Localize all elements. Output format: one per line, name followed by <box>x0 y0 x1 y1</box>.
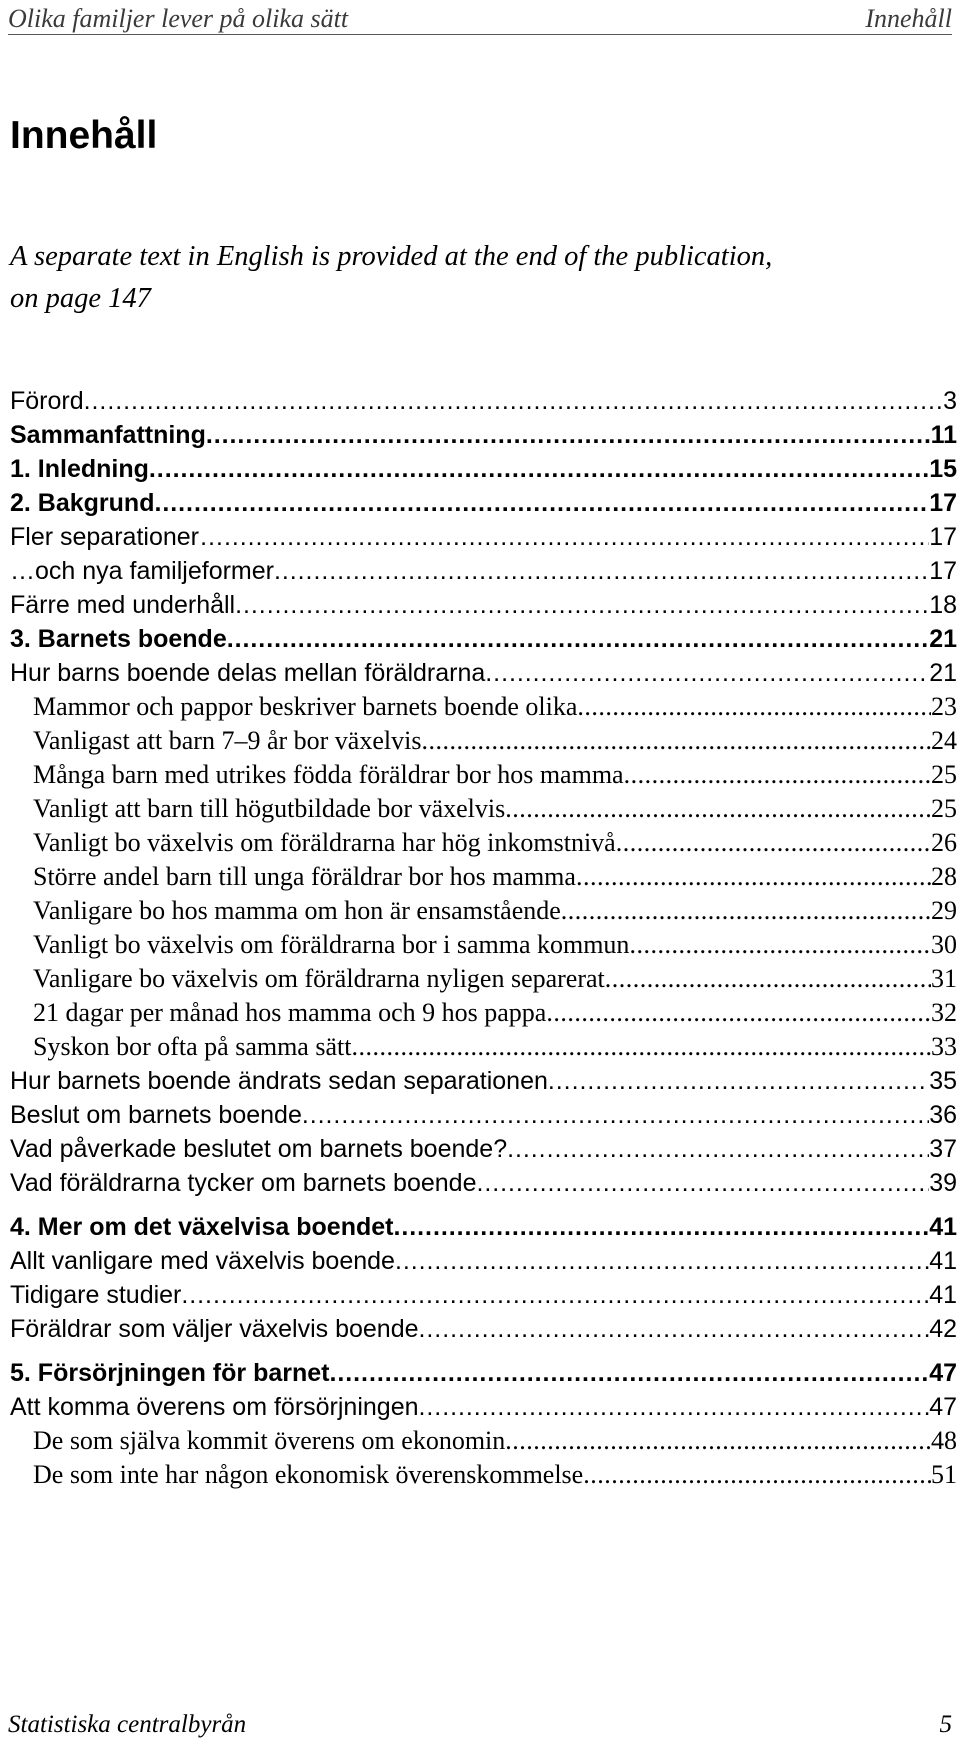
toc-dot-leader <box>351 1030 931 1064</box>
toc-dot-leader <box>274 554 929 588</box>
toc-entry-page-number: 41 <box>929 1281 957 1309</box>
toc-entry-page-number: 11 <box>930 421 957 449</box>
toc-dot-leader <box>227 622 929 656</box>
toc-dot-leader <box>507 1132 929 1166</box>
toc-dot-leader <box>206 418 931 452</box>
toc-entry-label: Större andel barn till unga föräldrar bor hos mamma <box>33 862 576 891</box>
toc-entry[interactable] <box>10 826 957 860</box>
toc-entry-page-number: 23 <box>931 692 957 721</box>
toc-entry-page-number: 41 <box>929 1213 957 1241</box>
toc-entry[interactable] <box>10 1166 957 1200</box>
toc-entry-label: 3. Barnets boende <box>10 625 227 653</box>
toc-entry[interactable] <box>10 894 957 928</box>
toc-entry-label: Färre med underhåll <box>10 591 236 619</box>
toc-entry[interactable] <box>10 486 957 520</box>
toc-dot-leader <box>419 1312 930 1346</box>
toc-dot-leader <box>302 1098 929 1132</box>
toc-entry-page-number: 48 <box>931 1426 957 1455</box>
toc-entry[interactable] <box>10 1458 957 1492</box>
toc-dot-leader <box>546 996 931 1030</box>
toc-entry-page-number: 42 <box>929 1315 957 1343</box>
toc-entry[interactable] <box>10 758 957 792</box>
toc-entry[interactable] <box>10 1098 957 1132</box>
toc-entry-label: Vad föräldrarna tycker om barnets boende <box>10 1169 477 1197</box>
toc-entry-page-number: 21 <box>929 659 957 687</box>
table-of-contents <box>10 384 957 1492</box>
toc-entry-label: De som inte har någon ekonomisk överenskommelse <box>33 1460 584 1489</box>
toc-dot-leader <box>583 1458 931 1492</box>
toc-dot-leader <box>395 1244 929 1278</box>
toc-entry-label: 21 dagar per månad hos mamma och 9 hos pappa <box>33 998 547 1027</box>
toc-entry-label: Fler separationer… <box>10 523 224 551</box>
toc-entry[interactable] <box>10 860 957 894</box>
toc-entry[interactable] <box>10 554 957 588</box>
toc-dot-leader <box>505 792 931 826</box>
toc-entry-label: Beslut om barnets boende <box>10 1101 302 1129</box>
toc-entry-page-number: 21 <box>929 625 957 653</box>
toc-entry-label: Hur barnets boende ändrats sedan separationen <box>10 1067 548 1095</box>
toc-entry-page-number: 15 <box>929 455 957 483</box>
toc-entry-label: Syskon bor ofta på samma sätt <box>33 1032 352 1061</box>
toc-entry-page-number: 24 <box>931 726 957 755</box>
toc-entry-page-number: 25 <box>931 760 957 789</box>
toc-entry-page-number: 18 <box>929 591 957 619</box>
toc-entry[interactable] <box>10 588 957 622</box>
toc-entry-label: Vad påverkade beslutet om barnets boende? <box>10 1135 508 1163</box>
toc-entry[interactable] <box>10 656 957 690</box>
toc-entry[interactable] <box>10 1278 957 1312</box>
toc-entry-page-number: 3 <box>943 387 957 415</box>
toc-entry-label: Vanligare bo hos mamma om hon är ensamstående <box>33 896 561 925</box>
toc-entry-page-number: 51 <box>931 1460 957 1489</box>
header-section-name: Innehåll <box>865 4 952 33</box>
toc-entry-label: Föräldrar som väljer växelvis boende <box>10 1315 419 1343</box>
toc-entry-label: Vanligt bo växelvis om föräldrarna har hög inkomstnivå <box>33 828 616 857</box>
toc-gap <box>10 1346 957 1356</box>
toc-entry-label: Vanligare bo växelvis om föräldrarna nyligen separerat <box>33 964 605 993</box>
toc-entry-label: Vanligast att barn 7–9 år bor växelvis <box>33 726 422 755</box>
toc-dot-leader <box>419 1390 930 1424</box>
toc-entry-page-number: 29 <box>931 896 957 925</box>
toc-entry[interactable] <box>10 928 957 962</box>
page-title: Innehåll <box>10 114 158 157</box>
footer-publisher: Statistiska centralbyrån <box>8 1711 247 1738</box>
toc-entry-page-number: 47 <box>929 1393 957 1421</box>
toc-entry-label: Sammanfattning <box>10 421 206 449</box>
toc-entry-page-number: 28 <box>931 862 957 891</box>
toc-entry[interactable] <box>10 792 957 826</box>
toc-dot-leader <box>421 724 931 758</box>
toc-entry[interactable] <box>10 384 957 418</box>
toc-dot-leader <box>224 520 929 554</box>
toc-entry-label: Allt vanligare med växelvis boende <box>10 1247 395 1275</box>
toc-entry-label: De som själva kommit överens om ekonomin <box>33 1426 506 1455</box>
toc-dot-leader <box>616 826 931 860</box>
running-header <box>8 2 952 35</box>
header-publication-title: Olika familjer lever på olika sätt <box>8 4 349 33</box>
toc-entry-label: Förord <box>10 387 84 415</box>
toc-entry-page-number: 17 <box>929 489 957 517</box>
english-note-line: A separate text in English is provided at the end of the publication, <box>10 241 773 272</box>
toc-entry[interactable] <box>10 690 957 724</box>
toc-entry-page-number: 47 <box>929 1359 957 1387</box>
toc-entry-label: 5. Försörjningen för barnet <box>10 1359 330 1387</box>
toc-gap <box>10 1200 957 1210</box>
toc-entry[interactable] <box>10 1064 957 1098</box>
toc-entry[interactable] <box>10 622 957 656</box>
toc-entry-label: Mammor och pappor beskriver barnets boende olika <box>33 692 578 721</box>
toc-dot-leader <box>577 690 931 724</box>
toc-dot-leader <box>548 1064 929 1098</box>
toc-entry-page-number: 41 <box>929 1247 957 1275</box>
toc-entry-label: 2. Bakgrund <box>10 489 155 517</box>
toc-entry[interactable] <box>10 962 957 996</box>
toc-dot-leader <box>505 1424 931 1458</box>
toc-entry-label: Vanligt bo växelvis om föräldrarna bor i samma kommun <box>33 930 630 959</box>
toc-dot-leader <box>84 384 943 418</box>
toc-entry-label: 1. Inledning <box>10 455 149 483</box>
toc-entry[interactable] <box>10 1210 957 1244</box>
toc-dot-leader <box>235 588 929 622</box>
toc-entry[interactable] <box>10 1030 957 1064</box>
toc-entry-label: Tidigare studier <box>10 1281 182 1309</box>
toc-entry-label: Många barn med utrikes födda föräldrar bor hos mamma <box>33 760 624 789</box>
toc-entry-page-number: 39 <box>929 1169 957 1197</box>
toc-dot-leader <box>154 486 929 520</box>
toc-entry[interactable] <box>10 418 957 452</box>
toc-entry[interactable] <box>10 1356 957 1390</box>
toc-dot-leader <box>149 452 929 486</box>
toc-dot-leader <box>629 928 931 962</box>
toc-entry-page-number: 31 <box>931 964 957 993</box>
toc-entry[interactable] <box>10 1390 957 1424</box>
toc-entry-page-number: 35 <box>929 1067 957 1095</box>
toc-entry-page-number: 30 <box>931 930 957 959</box>
toc-dot-leader <box>605 962 931 996</box>
toc-dot-leader <box>576 860 931 894</box>
toc-dot-leader <box>485 656 929 690</box>
toc-entry[interactable] <box>10 1312 957 1346</box>
toc-entry-label: Vanligt att barn till högutbildade bor växelvis <box>33 794 506 823</box>
toc-dot-leader <box>476 1166 929 1200</box>
toc-entry-label: Hur barns boende delas mellan föräldrarna <box>10 659 486 687</box>
toc-entry-page-number: 17 <box>929 523 957 551</box>
toc-entry-label: 4. Mer om det växelvisa boendet <box>10 1213 394 1241</box>
page-footer <box>8 1711 952 1739</box>
toc-entry[interactable] <box>10 1424 957 1458</box>
english-note-line: on page 147 <box>10 283 151 314</box>
toc-entry-page-number: 37 <box>929 1135 957 1163</box>
toc-entry[interactable] <box>10 520 957 554</box>
toc-dot-leader <box>624 758 931 792</box>
toc-entry[interactable] <box>10 724 957 758</box>
toc-dot-leader <box>329 1356 929 1390</box>
english-note <box>10 236 910 320</box>
toc-entry-page-number: 26 <box>931 828 957 857</box>
toc-entry[interactable] <box>10 996 957 1030</box>
toc-dot-leader <box>393 1210 929 1244</box>
toc-entry[interactable] <box>10 1132 957 1166</box>
footer-page-number: 5 <box>939 1711 952 1738</box>
toc-entry[interactable] <box>10 1244 957 1278</box>
toc-entry-page-number: 25 <box>931 794 957 823</box>
toc-entry-page-number: 36 <box>929 1101 957 1129</box>
toc-entry-label: …och nya familjeformer <box>10 557 274 585</box>
toc-dot-leader <box>561 894 931 928</box>
toc-entry-page-number: 33 <box>931 1032 957 1061</box>
toc-entry[interactable] <box>10 452 957 486</box>
toc-dot-leader <box>181 1278 929 1312</box>
toc-entry-page-number: 17 <box>929 557 957 585</box>
toc-entry-page-number: 32 <box>931 998 957 1027</box>
toc-entry-label: Att komma överens om försörjningen <box>10 1393 419 1421</box>
